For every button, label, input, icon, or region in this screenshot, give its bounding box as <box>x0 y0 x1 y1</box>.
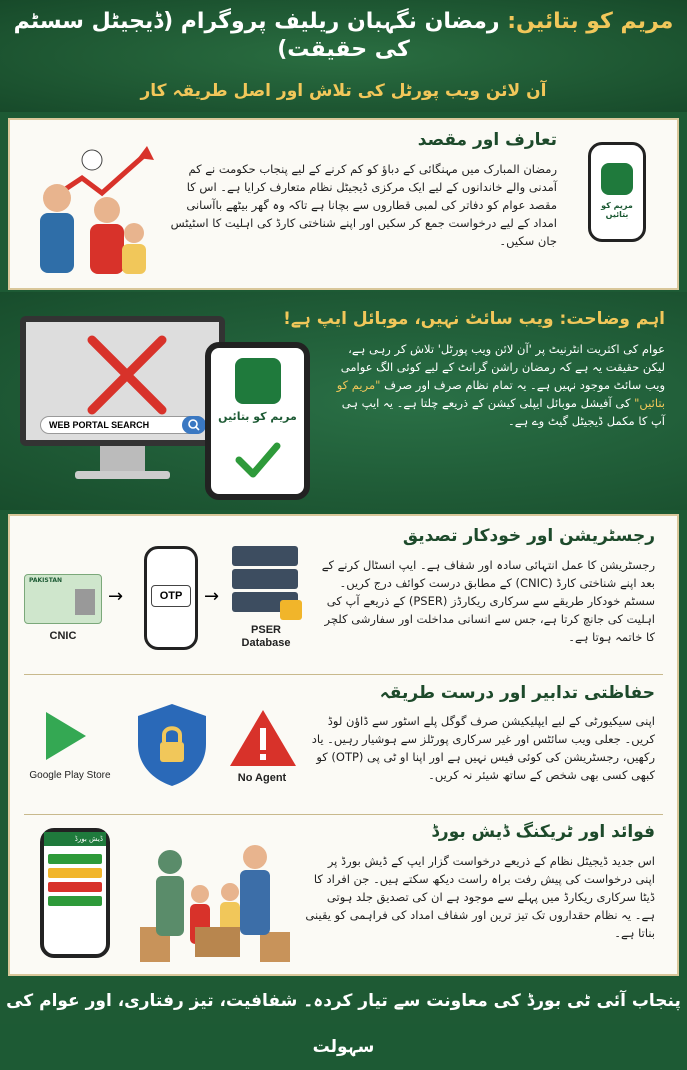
security-shield-icon <box>134 702 210 788</box>
registration-body: رجسٹریشن کا عمل انتہائی سادہ اور شفاف ہے۔ ایپ انسٹال کرنے کے بعد اپنے شناختی کارڈ (CNIC) کے مطابق درست کوائف درج کریں۔ سسٹم خودکار طریقے سے سرکاری ریکارڈز (PSER) کے ذریعے آپ کی اہلیت کی جانچ کرتا ہے، جس سے انسانی مداخلت اور سفارشی کلچر کا خاتمہ ہوتا ہے۔ <box>321 558 655 644</box>
app-icon <box>601 163 633 195</box>
warning-icon <box>228 708 298 768</box>
intro-title: تعارف اور مقصد <box>417 130 557 150</box>
google-play-label: Google Play Store <box>29 770 111 781</box>
cnic-card-icon: PAKISTAN <box>24 574 102 624</box>
app-label: مریم کو بتائیں <box>601 201 633 219</box>
page-subtitle: آن لائن ویب پورٹل کی تلاش اور اصل طریقہ کار <box>140 81 547 101</box>
app-label: مریم کو بتائیں <box>218 410 297 423</box>
checkmark-icon <box>233 440 283 480</box>
lock-icon <box>280 600 302 620</box>
safety-title: حفاظتی تدابیر اور درست طریقہ <box>379 683 655 703</box>
red-cross-icon <box>82 330 172 420</box>
phone-illustration <box>588 142 646 242</box>
intro-body: رمضان المبارک میں مہنگائی کے دباؤ کو کم کرنے کے لیے پنجاب حکومت نے کم آمدنی والے خاندانوں کے لیے ایک مرکزی ڈیجیٹل نظام متعارف کرایا ہے۔ اس کا مقصد عوام کو دفاتر کی لمبی قطاروں سے بچانا ہے تاکہ وہ گھر بیٹھے باآسانی امداد کے لیے درخواست جمع کر سکیں اور اپنے شناختی کارڈ کی اہلیت کا اسٹیٹس جان سکیں۔ <box>170 162 557 248</box>
google-play-icon[interactable] <box>46 712 86 760</box>
benefits-title: فوائد اور ٹریکنگ ڈیش بورڈ <box>431 822 655 842</box>
cnic-label: CNIC <box>49 630 77 642</box>
app-icon <box>235 358 281 404</box>
monitor-illustration <box>20 316 225 486</box>
family-illustration <box>22 138 162 278</box>
registration-title: رجسٹریشن اور خودکار تصدیق <box>402 526 655 546</box>
footer-banner: پنجاب آئی ٹی بورڈ کی معاونت سے تیار کردہ۔ شفافیت، تیز رفتاری، اور عوام کی سہولت <box>0 978 687 1024</box>
clarification-body: عوام کی اکثریت انٹرنیٹ پر 'آن لائن ویب پورٹل' تلاش کر رہی ہے، لیکن حقیقت یہ ہے کہ رمضان راشن گرانٹ کے لیے کوئی الگ عوامی ویب سائٹ موجود نہیں ہے۔ یہ تمام نظام صرف اور صرف "مریم کو بتائیں" کی آفیشل موبائل ایپلی کیشن کے ذریعے چلتا ہے۔ یہ ایپ ہی آپ کا مکمل ڈیجیٹل گیٹ وے ہے۔ <box>336 342 665 428</box>
intro-section <box>8 118 679 290</box>
pser-database-label: PSER Database <box>241 624 291 649</box>
clarification-title: اہم وضاحت: ویب سائٹ نہیں، موبائل ایپ ہے! <box>283 309 665 329</box>
safety-body: اپنی سیکیورٹی کے لیے ایپلیکیشن صرف گوگل پلے اسٹور سے ڈاؤن لوڈ کریں۔ جعلی ویب سائٹس اور غیر سرکاری پورٹلز سے ہوشیار رہیں۔ یاد رکھیں، رجسٹریشن کی کوئی فیس نہیں ہے اور اپنا او ٹی پی (OTP) کو کبھی کسی بھی شخص کے ساتھ شیئر نہ کریں۔ <box>311 714 655 782</box>
arrow-icon: → <box>204 586 220 607</box>
lower-card <box>8 514 679 976</box>
benefits-body: اس جدید ڈیجیٹل نظام کے ذریعے درخواست گزار ایپ کے ڈیش بورڈ پر اپنی درخواست کی پیش رفت براہ راست دیکھ سکتے ہیں۔ جن افراد کا ڈیٹا سرکاری ریکارڈ میں پہلے سے موجود ہے ان کی تصدیق جلد ہوتی ہے۔ یہ نظام حقداروں تک تیز ترین اور شفاف امداد کی فراہمی کو یقینی بناتا ہے۔ <box>305 854 655 940</box>
page-title: مریم کو بتائیں: رمضان نگہبان ریلیف پروگرام (ڈیجیٹل سسٹم کی حقیقت) <box>13 9 674 62</box>
search-icon <box>182 416 206 434</box>
header-banner <box>0 0 687 112</box>
database-server-icon <box>232 546 298 614</box>
dashboard-phone-icon: ڈیش بورڈ <box>40 828 110 958</box>
no-agent-label: No Agent <box>237 772 287 784</box>
search-bar: WEB PORTAL SEARCH <box>40 416 206 434</box>
phone-illustration <box>205 342 310 500</box>
family-with-groceries-illustration <box>140 832 290 962</box>
arrow-icon: → <box>108 586 124 607</box>
clarification-section <box>0 292 687 510</box>
otp-phone-icon: OTP <box>144 546 198 650</box>
